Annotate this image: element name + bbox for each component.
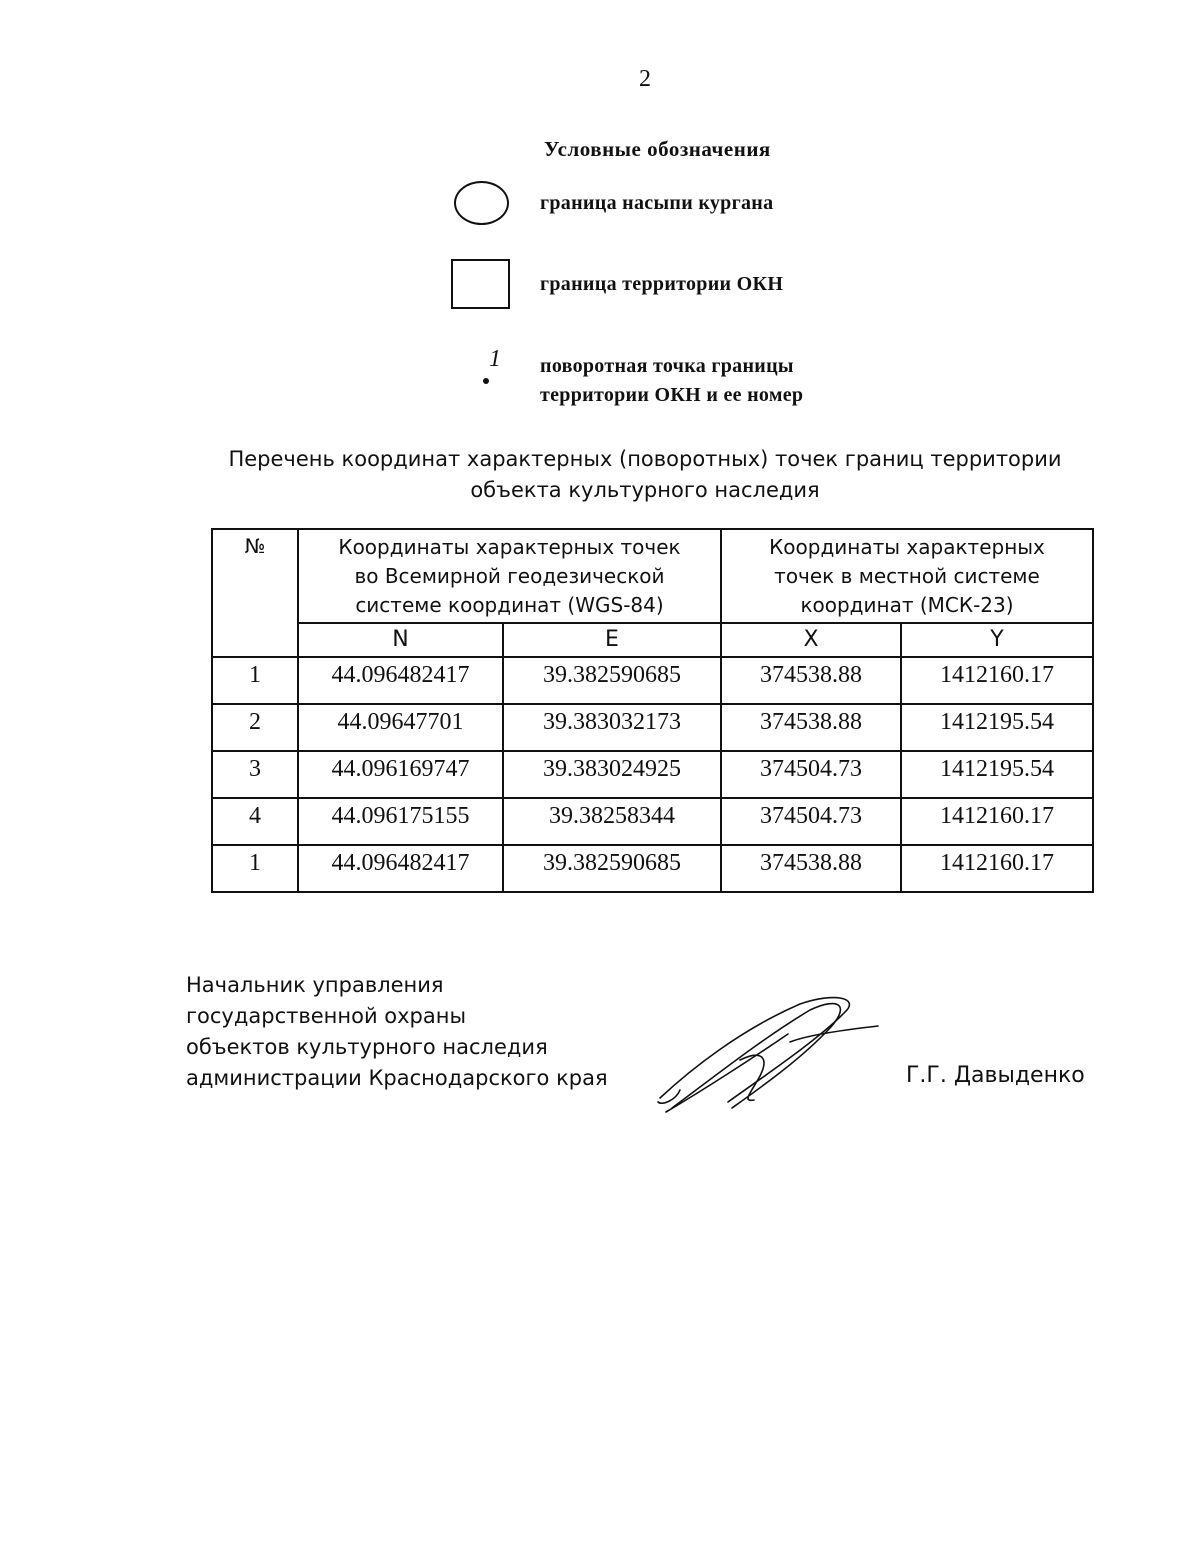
signatory-position-line3: объектов культурного наследия bbox=[186, 1035, 548, 1059]
header-wgs84 bbox=[298, 529, 721, 623]
header-msk23-line3: координат (МСК-23) bbox=[800, 593, 1014, 617]
cell-e: 39.38258344 bbox=[503, 798, 721, 845]
table-title-line1: Перечень координат характерных (поворотных) точек границ территории bbox=[228, 447, 1062, 471]
header-msk23-line2: точек в местной системе bbox=[774, 564, 1040, 588]
table-row bbox=[212, 798, 1093, 845]
square-icon bbox=[451, 259, 510, 309]
cell-x: 374538.88 bbox=[721, 657, 901, 704]
header-wgs84-line2: во Всемирной геодезической bbox=[354, 564, 665, 588]
cell-x: 374504.73 bbox=[721, 751, 901, 798]
cell-number: 1 bbox=[212, 845, 298, 892]
table-row bbox=[212, 751, 1093, 798]
turning-point-icon bbox=[476, 346, 516, 392]
cell-number: 3 bbox=[212, 751, 298, 798]
signatory-position-line2: государственной охраны bbox=[186, 1004, 467, 1028]
handwritten-signature bbox=[650, 990, 885, 1120]
coordinates-table bbox=[211, 528, 1094, 893]
cell-x: 374504.73 bbox=[721, 798, 901, 845]
legend-label-turning-point-line2: территории ОКН и ее номер bbox=[540, 384, 804, 406]
page-number: 2 bbox=[639, 66, 651, 92]
cell-x: 374538.88 bbox=[721, 704, 901, 751]
signatory-name: Г.Г. Давыденко bbox=[906, 1063, 1085, 1088]
legend-label-turning-point-line1: поворотная точка границы bbox=[540, 355, 794, 377]
turning-point-dot bbox=[483, 378, 489, 384]
cell-y: 1412195.54 bbox=[901, 751, 1093, 798]
header-e: E bbox=[503, 623, 721, 657]
cell-n: 44.096482417 bbox=[298, 657, 503, 704]
signatory-position-line1: Начальник управления bbox=[186, 973, 444, 997]
legend-label-turning-point bbox=[540, 352, 803, 410]
cell-y: 1412160.17 bbox=[901, 845, 1093, 892]
legend-title: Условные обозначения bbox=[544, 137, 771, 161]
signatory-position bbox=[186, 970, 608, 1094]
cell-n: 44.096482417 bbox=[298, 845, 503, 892]
cell-number: 4 bbox=[212, 798, 298, 845]
header-number: № bbox=[212, 529, 298, 657]
cell-e: 39.382590685 bbox=[503, 845, 721, 892]
table-row bbox=[212, 845, 1093, 892]
cell-e: 39.383032173 bbox=[503, 704, 721, 751]
legend-label-mound: граница насыпи кургана bbox=[540, 192, 774, 214]
cell-x: 374538.88 bbox=[721, 845, 901, 892]
table-title bbox=[200, 444, 1090, 506]
cell-n: 44.096169747 bbox=[298, 751, 503, 798]
header-msk23-line1: Координаты характерных bbox=[769, 535, 1045, 559]
cell-number: 1 bbox=[212, 657, 298, 704]
header-wgs84-line1: Координаты характерных точек bbox=[338, 535, 681, 559]
cell-e: 39.383024925 bbox=[503, 751, 721, 798]
circle-icon bbox=[454, 181, 509, 225]
cell-e: 39.382590685 bbox=[503, 657, 721, 704]
table-row bbox=[212, 704, 1093, 751]
legend-label-territory: граница территории ОКН bbox=[540, 273, 784, 295]
table-row bbox=[212, 657, 1093, 704]
table-title-line2: объекта культурного наследия bbox=[470, 478, 820, 502]
header-msk23 bbox=[721, 529, 1093, 623]
header-x: X bbox=[721, 623, 901, 657]
header-n: N bbox=[298, 623, 503, 657]
signatory-position-line4: администрации Краснодарского края bbox=[186, 1066, 608, 1090]
cell-y: 1412195.54 bbox=[901, 704, 1093, 751]
cell-n: 44.096175155 bbox=[298, 798, 503, 845]
turning-point-number: 1 bbox=[489, 346, 501, 372]
cell-n: 44.09647701 bbox=[298, 704, 503, 751]
cell-number: 2 bbox=[212, 704, 298, 751]
cell-y: 1412160.17 bbox=[901, 657, 1093, 704]
header-wgs84-line3: системе координат (WGS-84) bbox=[355, 593, 664, 617]
header-y: Y bbox=[901, 623, 1093, 657]
cell-y: 1412160.17 bbox=[901, 798, 1093, 845]
